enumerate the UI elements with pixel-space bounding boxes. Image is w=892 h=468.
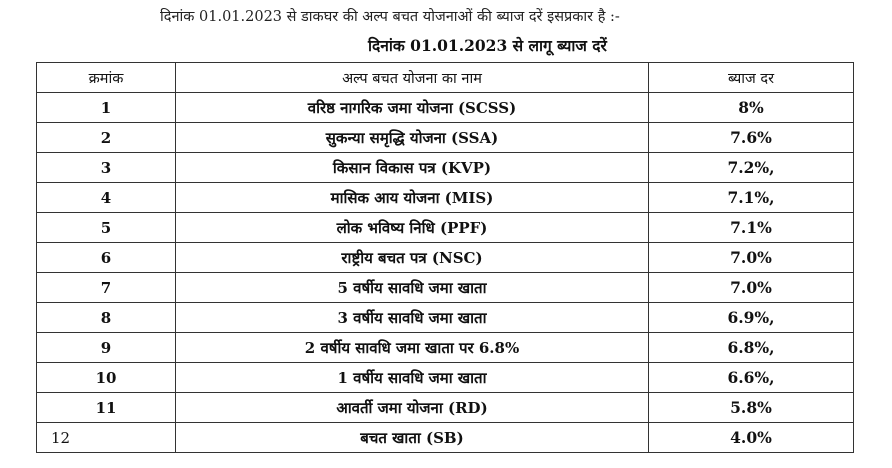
serial-cell: 11 [37,393,176,423]
rate-cell: 6.8%, [649,333,854,363]
rate-cell: 7.2%, [649,153,854,183]
serial-cell: 2 [37,123,176,153]
table-row [37,93,854,123]
rate-cell: 8% [649,93,854,123]
header-interest-rate: ब्याज दर [649,63,854,93]
rate-cell: 6.9%, [649,303,854,333]
serial-cell: 4 [37,183,176,213]
table-row [37,423,854,453]
serial-cell: 10 [37,363,176,393]
serial-cell: 7 [37,273,176,303]
table-row [37,273,854,303]
scheme-name-cell: 2 वर्षीय सावधि जमा खाता पर 6.8% [176,333,649,363]
table-row [37,123,854,153]
scheme-name-cell: 5 वर्षीय सावधि जमा खाता [176,273,649,303]
table-row [37,243,854,273]
table-header-row [37,63,854,93]
table-row [37,213,854,243]
scheme-name-cell: किसान विकास पत्र (KVP) [176,153,649,183]
table-row [37,363,854,393]
scheme-name-cell: सुकन्या समृद्धि योजना (SSA) [176,123,649,153]
scheme-name-cell: मासिक आय योजना (MIS) [176,183,649,213]
header-scheme-name: अल्प बचत योजना का नाम [176,63,649,93]
rate-cell: 4.0% [649,423,854,453]
table-row [37,183,854,213]
scheme-name-cell: वरिष्ठ नागरिक जमा योजना (SCSS) [176,93,649,123]
header-serial: क्रमांक [37,63,176,93]
scheme-name-cell: 1 वर्षीय सावधि जमा खाता [176,363,649,393]
intro-text: दिनांक 01.01.2023 से डाकघर की अल्प बचत योजनाओं की ब्याज दरें इसप्रकार है :- [160,9,620,25]
rate-cell: 7.1% [649,213,854,243]
scheme-name-cell: लोक भविष्य निधि (PPF) [176,213,649,243]
table-row [37,153,854,183]
rate-cell: 7.0% [649,273,854,303]
serial-cell: 5 [37,213,176,243]
serial-cell: 8 [37,303,176,333]
serial-cell: 1 [37,93,176,123]
serial-cell: 3 [37,153,176,183]
interest-rate-table [36,62,854,453]
serial-cell: 12 [37,423,176,453]
serial-cell: 9 [37,333,176,363]
scheme-name-cell: 3 वर्षीय सावधि जमा खाता [176,303,649,333]
rate-cell: 7.6% [649,123,854,153]
rate-cell: 5.8% [649,393,854,423]
scheme-name-cell: आवर्ती जमा योजना (RD) [176,393,649,423]
table-row [37,303,854,333]
rate-cell: 7.0% [649,243,854,273]
table-subtitle: दिनांक 01.01.2023 से लागू ब्याज दरें [368,36,607,55]
scheme-name-cell: राष्ट्रीय बचत पत्र (NSC) [176,243,649,273]
serial-cell: 6 [37,243,176,273]
rate-cell: 7.1%, [649,183,854,213]
table-row [37,333,854,363]
scheme-name-cell: बचत खाता (SB) [176,423,649,453]
table-row [37,393,854,423]
rate-cell: 6.6%, [649,363,854,393]
